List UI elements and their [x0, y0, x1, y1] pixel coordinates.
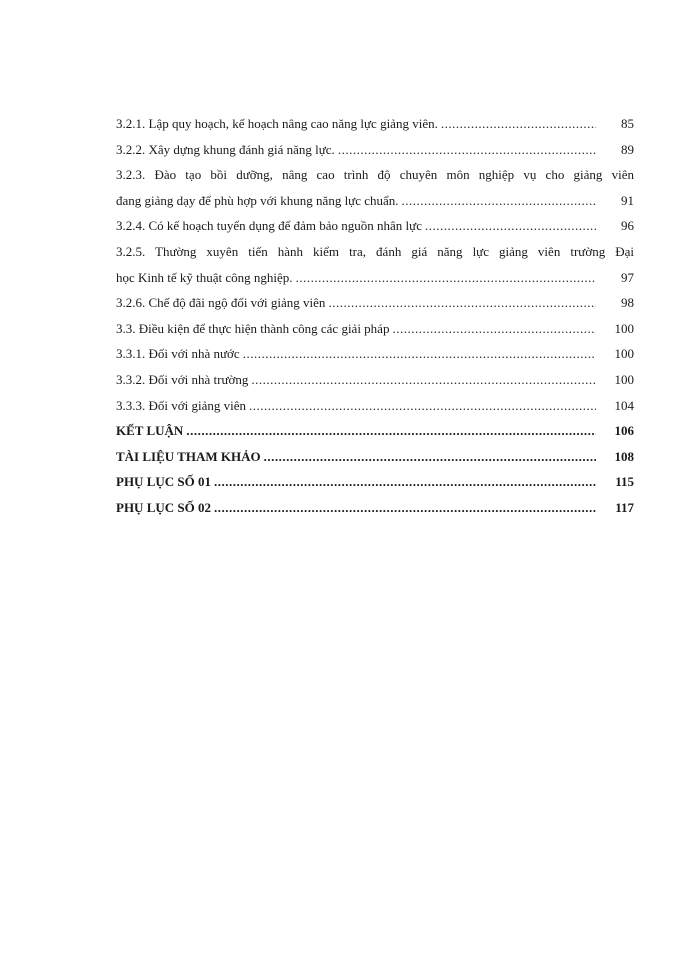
dot-leader: [402, 188, 596, 214]
toc-entry-text: đang giảng dạy để phù hợp với khung năng lực chuẩn.: [116, 192, 399, 208]
toc-entry: [116, 393, 634, 419]
toc-entry-text: TÀI LIỆU THAM KHẢO: [116, 448, 261, 464]
toc-entry-line: [116, 188, 634, 214]
toc-entry-text: 3.2.4. Có kế hoạch tuyển dụng để đảm bảo nguồn nhân lực: [116, 218, 422, 234]
dot-leader: [251, 367, 596, 393]
toc-page-number: 106: [614, 423, 634, 439]
toc-entry-line: [116, 290, 634, 316]
dot-leader: [441, 111, 596, 137]
toc-entry: [116, 418, 634, 444]
toc-entry-line: [116, 418, 634, 444]
toc-entry-line: [116, 213, 634, 239]
toc-entry-text: 3.2.6. Chế độ đãi ngộ đối với giảng viên: [116, 295, 326, 311]
toc-entry-line: [116, 341, 634, 367]
toc-entry: [116, 367, 634, 393]
toc-entry: [116, 341, 634, 367]
toc-entry-text: 3.3. Điều kiện để thực hiện thành công các giải pháp: [116, 320, 390, 336]
toc-page-number: 100: [614, 320, 634, 336]
toc-page-number: 100: [614, 371, 634, 387]
toc-entry: [116, 444, 634, 470]
toc-entry-text: 3.2.2. Xây dựng khung đánh giá năng lực.: [116, 141, 335, 157]
toc-entry-text: KẾT LUẬN: [116, 423, 184, 439]
toc-entry-text: PHỤ LỤC SỐ 02: [116, 499, 211, 515]
toc-page-number: 96: [621, 218, 634, 234]
toc-page-number: 89: [621, 141, 634, 157]
toc-entry-text: 3.2.5. Thường xuyên tiến hành kiểm tra, đánh giá năng lực giảng viên trường Đại: [116, 243, 634, 259]
toc-entry-line: [116, 495, 634, 521]
toc-entry-line: [116, 444, 634, 470]
toc-entry-line: [116, 469, 634, 495]
dot-leader: [296, 265, 596, 291]
toc-entry-line: [116, 111, 634, 137]
toc-page-number: 117: [615, 499, 634, 515]
table-of-contents: [116, 111, 634, 521]
toc-entry: [116, 213, 634, 239]
dot-leader: [214, 495, 596, 521]
dot-leader: [186, 418, 596, 444]
toc-entry-text: 3.3.2. Đối với nhà trường: [116, 371, 249, 387]
toc-entry: [116, 316, 634, 342]
toc-page-number: 100: [614, 346, 634, 362]
toc-page-number: 115: [615, 474, 634, 490]
toc-entry-text: 3.2.1. Lập quy hoạch, kế hoạch nâng cao năng lực giảng viên.: [116, 116, 438, 131]
toc-page-number: 108: [614, 448, 634, 464]
toc-page-number: 91: [621, 192, 634, 208]
toc-entry-line: [116, 265, 634, 291]
dot-leader: [264, 444, 596, 470]
toc-entry-line: [116, 137, 634, 163]
toc-entry: [116, 137, 634, 163]
toc-entry-text: 3.3.1. Đối với nhà nước: [116, 346, 240, 362]
toc-entry-line: [116, 393, 634, 419]
dot-leader: [338, 137, 596, 163]
dot-leader: [214, 469, 596, 495]
toc-page-number: 104: [614, 397, 634, 413]
toc-entry: [116, 290, 634, 316]
toc-entry: [116, 469, 634, 495]
dot-leader: [425, 213, 596, 239]
toc-page-number: 85: [621, 116, 634, 131]
dot-leader: [328, 290, 596, 316]
toc-page-number: 97: [621, 269, 634, 285]
toc-entry-line: [116, 316, 634, 342]
toc-entry: [116, 495, 634, 521]
toc-entry: [116, 239, 634, 290]
toc-entry-text: 3.2.3. Đào tạo bồi dưỡng, nâng cao trình độ chuyên môn nghiệp vụ cho giảng viên: [116, 167, 634, 183]
dot-leader: [243, 341, 596, 367]
toc-entry-text: 3.3.3. Đối với giảng viên: [116, 397, 246, 413]
dot-leader: [392, 316, 596, 342]
toc-entry: [116, 111, 634, 137]
toc-entry-line: [116, 367, 634, 393]
dot-leader: [249, 393, 596, 419]
toc-entry-text: PHỤ LỤC SỐ 01: [116, 474, 211, 490]
toc-entry: [116, 162, 634, 213]
toc-entry-text: học Kinh tế kỹ thuật công nghiệp.: [116, 269, 293, 285]
toc-page-number: 98: [621, 295, 634, 311]
